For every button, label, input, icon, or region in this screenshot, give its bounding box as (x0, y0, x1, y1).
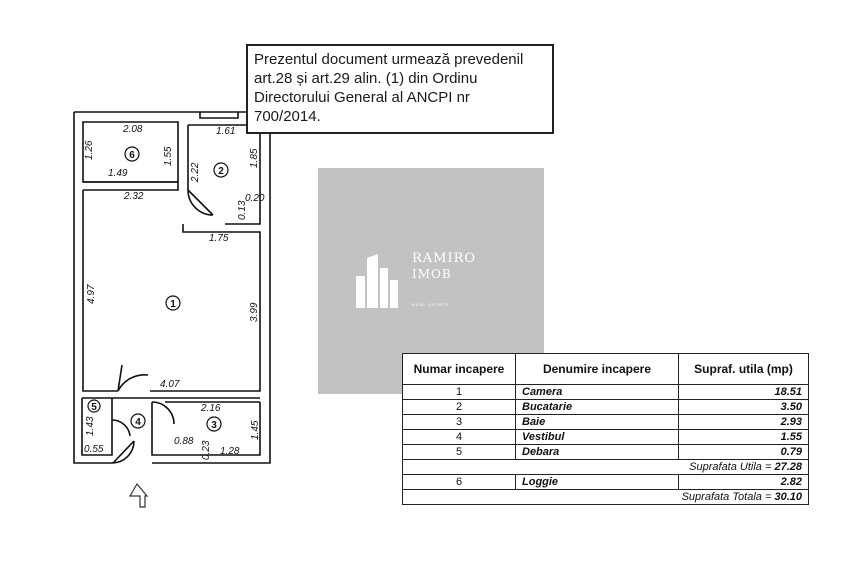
table-row (403, 430, 809, 445)
bath-door-arc (152, 402, 174, 424)
row-num: 2 (403, 400, 516, 415)
row-num: 4 (403, 430, 516, 445)
watermark-tagline: REAL ESTATE (412, 302, 450, 307)
dim-bath-width: 2.16 (201, 403, 221, 414)
dim-kitchen-right: 1.85 (249, 148, 260, 168)
row-area: 0.79 (679, 445, 809, 460)
dim-kitchen-door: 0.13 (237, 200, 248, 220)
dim-loggia-width: 2.08 (123, 124, 143, 135)
rooms-table (402, 353, 809, 505)
subtotal-row (403, 460, 809, 475)
row-area: 2.93 (679, 415, 809, 430)
room-number-2: 2 (218, 166, 224, 177)
dim-bath-bottom-right: 1.28 (220, 446, 240, 457)
dim-room-bottom: 4.07 (160, 379, 180, 390)
dim-room-height-right: 3.99 (249, 302, 260, 322)
table-header-row (403, 354, 809, 385)
room-number-1: 1 (170, 299, 176, 310)
row-num: 5 (403, 445, 516, 460)
suprafata-utila-value: 27.28 (774, 461, 802, 473)
dim-room-top: 2.32 (124, 191, 144, 202)
notice-line: Prezentul document urmează prevedenil (254, 51, 524, 68)
watermark-brand-line1: RAMIRO (412, 251, 477, 266)
legal-notice (246, 44, 554, 134)
main-room-right (150, 224, 260, 391)
room-number-4: 4 (135, 417, 141, 428)
loggia-rail (83, 182, 178, 190)
row-area: 18.51 (679, 385, 809, 400)
watermark-brand-line2: IMOB (412, 267, 452, 281)
notice-line: 700/2014. (254, 108, 321, 125)
entrance-door-arc (118, 375, 148, 391)
suprafata-totala-label: Suprafata Totala = (681, 491, 772, 503)
room-number-5: 5 (91, 402, 97, 413)
table-row (403, 400, 809, 415)
dim-room-step: 1.75 (209, 233, 229, 244)
room-number-3: 3 (211, 420, 217, 431)
header-room-area: Supraf. utila (mp) (679, 354, 809, 385)
table-row (403, 445, 809, 460)
table-row-loggia (403, 475, 809, 490)
dim-bath-bottom-left: 0.88 (174, 436, 194, 447)
dim-bath-height: 1.45 (250, 420, 261, 440)
loggia-num: 6 (403, 475, 516, 490)
dim-loggia-height: 1.26 (84, 140, 95, 160)
dim-storage-bottom: 0.55 (84, 444, 104, 455)
suprafata-totala (403, 490, 809, 505)
total-row (403, 490, 809, 505)
room-number-6: 6 (129, 150, 135, 161)
row-name: Bucatarie (516, 400, 679, 415)
header-room-name: Denumire incapere (516, 354, 679, 385)
row-name: Vestibul (516, 430, 679, 445)
entrance-arrow-icon (130, 484, 147, 507)
dim-kitchen-wall: 0.20 (245, 193, 265, 204)
row-area: 3.50 (679, 400, 809, 415)
suprafata-totala-value: 30.10 (774, 491, 802, 503)
row-num: 1 (403, 385, 516, 400)
header-room-number: Numar incapere (403, 354, 516, 385)
dim-loggia-bottom: 1.49 (108, 168, 128, 179)
table-row (403, 385, 809, 400)
dim-storage-height: 1.43 (85, 416, 96, 436)
dim-kitchen-left: 2.22 (190, 162, 201, 182)
notice-line: Directorului General al ANCPI nr (254, 89, 470, 106)
row-name: Camera (516, 385, 679, 400)
suprafata-utila-label: Suprafata Utila = (689, 461, 772, 473)
loggia-area: 2.82 (679, 475, 809, 490)
table-row (403, 415, 809, 430)
dim-bath-small: 0.23 (201, 440, 212, 460)
dim-kitchen-width: 1.61 (216, 126, 236, 137)
notice-line: art.28 și art.29 alin. (1) din Ordinu (254, 70, 478, 87)
suprafata-utila (403, 460, 809, 475)
row-area: 1.55 (679, 430, 809, 445)
loggia-name: Loggie (516, 475, 679, 490)
row-name: Debara (516, 445, 679, 460)
row-num: 3 (403, 415, 516, 430)
window-top (200, 112, 238, 118)
row-name: Baie (516, 415, 679, 430)
storage-door-arc (112, 420, 130, 436)
dim-room-height-left: 4.97 (86, 284, 97, 304)
dim-loggia-right: 1.55 (163, 146, 174, 166)
